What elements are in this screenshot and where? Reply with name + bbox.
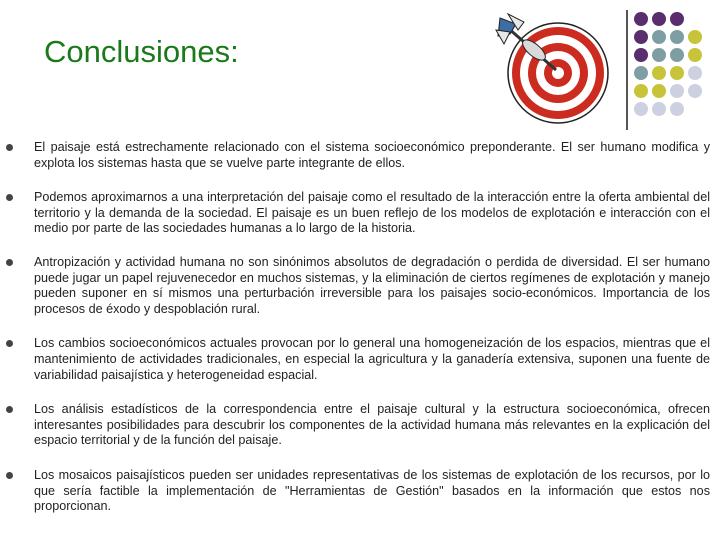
- list-item: [6, 190, 710, 237]
- list-item-text: Podemos aproximarnos a una interpretación del paisaje como el resultado de la interacción entre la oferta ambiental del territorio y la demanda de la sociedad. El paisaje es un buen reflejo de los modelos de explotación e interacción con el medio por parte de las sociedades humanas a lo largo de la historia.: [34, 190, 710, 236]
- bullet-icon: [6, 472, 13, 479]
- list-item: [6, 140, 710, 171]
- list-item: [6, 468, 710, 515]
- divider-line: [626, 10, 628, 130]
- list-item-text: Los mosaicos paisajísticos pueden ser unidades representativas de los sistemas de explotación de los recursos, por lo que sería factible la implementación de "Herramientas de Gestión" basados en la información que estos nos proporcionan.: [34, 467, 710, 514]
- target-with-dart-icon: [494, 10, 616, 128]
- list-item: [6, 336, 710, 383]
- slide-title: Conclusiones:: [44, 34, 239, 69]
- conclusions-list: [6, 140, 710, 515]
- bullet-icon: [6, 340, 13, 347]
- list-item-text: Los cambios socioeconómicos actuales provocan por lo general una homogeneización de los espacios, mientras que el mantenimiento de actividades tradicionales, en especial la agricultura y la ganadería extensiva, suponen una fuente de variabilidad paisajística y heterogeneidad espacial.: [34, 336, 710, 382]
- list-item: [6, 255, 710, 317]
- bullet-icon: [6, 259, 13, 266]
- bullet-icon: [6, 144, 13, 151]
- list-item-text: Antropización y actividad humana no son sinónimos absolutos de degradación o perdida de diversidad. El ser humano puede jugar un papel rejuvenecedor en muchos sistemas, y la eliminación de ciertos regímenes de explotación y manejo pueden suponer en sí mismos una perturbación irreversible para los paisajes socio-económicos. Importancia de los procesos de éxodo y despoblación rural.: [34, 254, 710, 316]
- list-item-text: El paisaje está estrechamente relacionado con el sistema socioeconómico preponderante. El ser humano modifica y explota los sistemas hasta que se vuelve parte integrante de ellos.: [34, 140, 710, 170]
- list-item-text: Los análisis estadísticos de la correspondencia entre el paisaje cultural y la estructura socioeconómica, ofrecen interesantes posibilidades para descubrir los componentes de la actividad humana más relevantes en la explicación del espacio territorial y de la función del paisaje.: [34, 402, 710, 448]
- list-item: [6, 402, 710, 449]
- bullet-icon: [6, 194, 13, 201]
- bullet-icon: [6, 406, 13, 413]
